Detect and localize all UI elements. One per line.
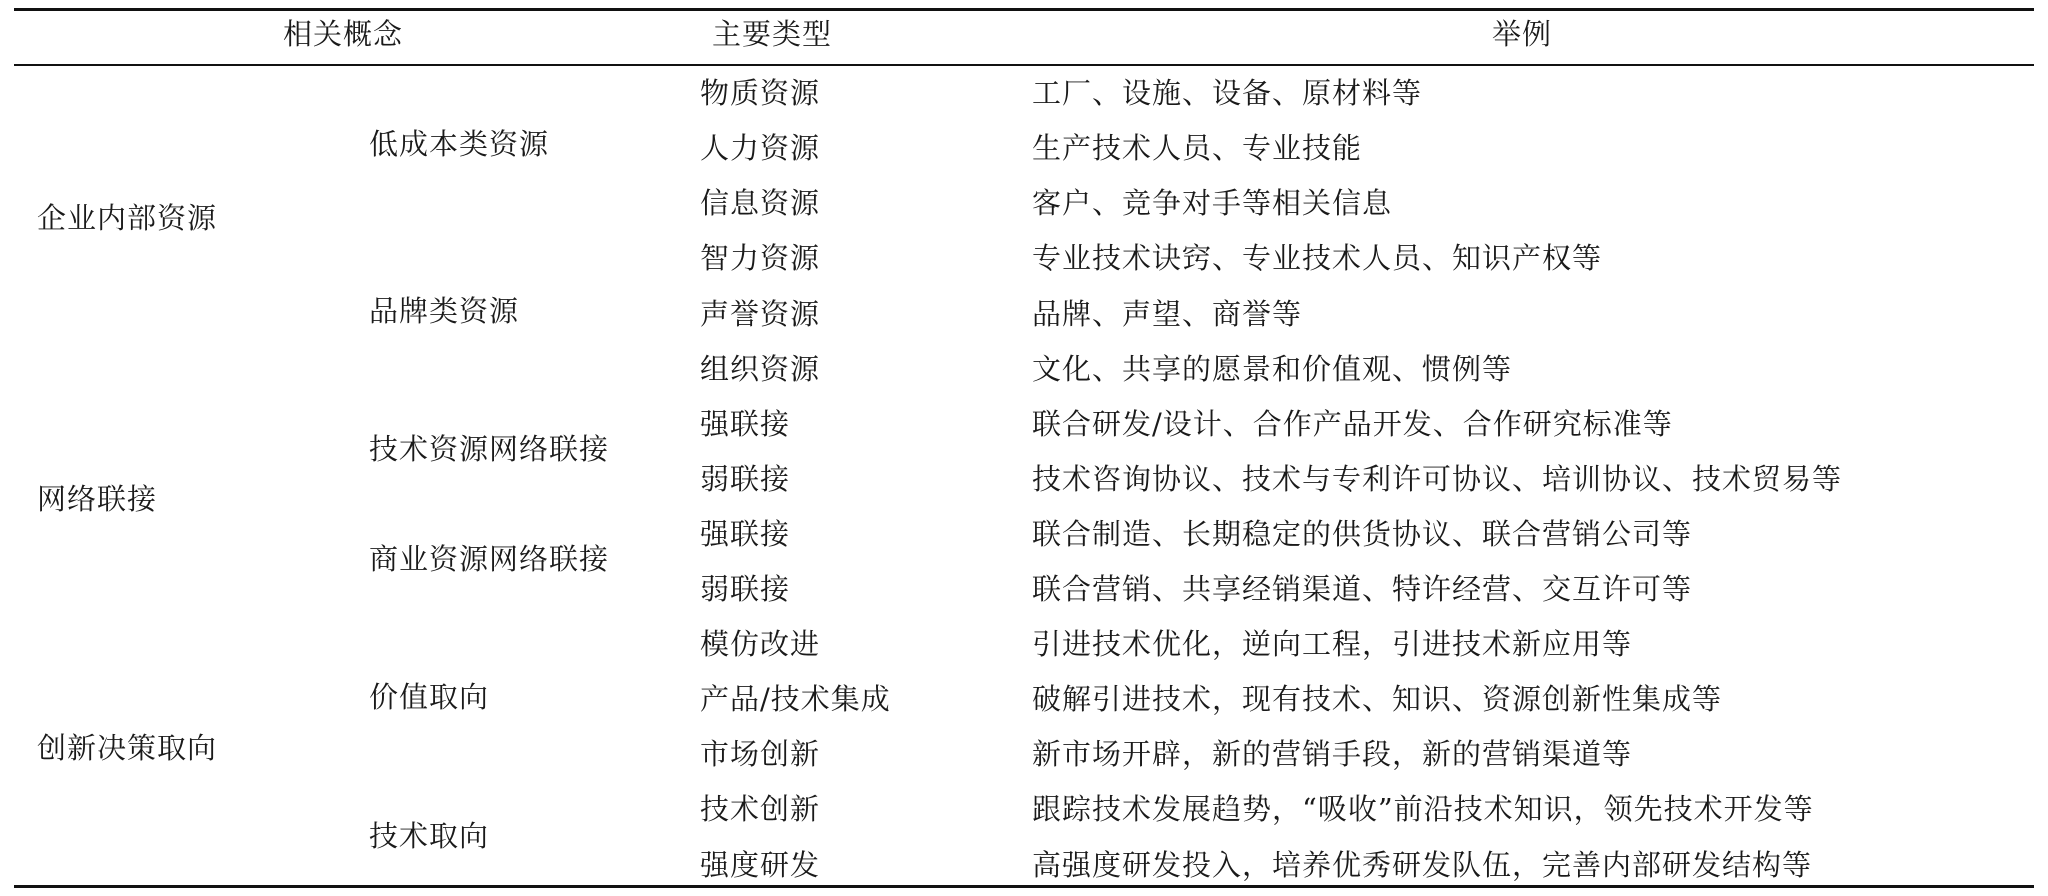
table-cell-type: 技术创新 (700, 792, 821, 826)
subgroup-label: 技术资源网络联接 (369, 432, 610, 466)
table-cell-type: 强度研发 (700, 848, 821, 882)
bottom-rule (14, 885, 2034, 888)
header-type: 主要类型 (712, 17, 833, 51)
subgroup-label: 商业资源网络联接 (369, 542, 610, 576)
header-concept: 相关概念 (283, 17, 404, 51)
table-cell-example: 客户、竞争对手等相关信息 (1032, 186, 1393, 220)
table-cell-example: 技术咨询协议、技术与专利许可协议、培训协议、技术贸易等 (1032, 462, 1843, 496)
table-cell-example: 品牌、声望、商誉等 (1032, 297, 1303, 331)
table-cell-type: 弱联接 (700, 462, 791, 496)
table-cell-type: 信息资源 (700, 186, 821, 220)
table-cell-example: 文化、共享的愿景和价值观、惯例等 (1032, 352, 1513, 386)
table-cell-example: 引进技术优化，逆向工程，引进技术新应用等 (1032, 627, 1633, 661)
subgroup-label: 低成本类资源 (369, 127, 550, 161)
header-rule (14, 64, 2034, 66)
concept-label: 企业内部资源 (37, 201, 218, 235)
table-cell-example: 联合制造、长期稳定的供货协议、联合营销公司等 (1032, 517, 1693, 551)
table-cell-type: 物质资源 (700, 76, 821, 110)
subgroup-label: 价值取向 (369, 680, 490, 714)
subgroup-label: 品牌类资源 (369, 294, 520, 328)
concept-label: 网络联接 (37, 482, 158, 516)
table-cell-example: 高强度研发投入，培养优秀研发队伍，完善内部研发结构等 (1032, 848, 1813, 882)
table-cell-example: 生产技术人员、专业技能 (1032, 131, 1363, 165)
table-cell-type: 模仿改进 (700, 627, 821, 661)
table-cell-example: 联合营销、共享经销渠道、特许经营、交互许可等 (1032, 572, 1693, 606)
table-cell-type: 组织资源 (700, 352, 821, 386)
table-cell-example: 跟踪技术发展趋势，“吸收”前沿技术知识，领先技术开发等 (1032, 792, 1814, 826)
table-cell-example: 工厂、设施、设备、原材料等 (1032, 76, 1423, 110)
table-cell-type: 智力资源 (700, 241, 821, 275)
table-cell-example: 联合研发/设计、合作产品开发、合作研究标准等 (1032, 407, 1673, 441)
top-rule (14, 8, 2034, 11)
table-cell-type: 强联接 (700, 407, 791, 441)
table-cell-type: 人力资源 (700, 131, 821, 165)
table-cell-type: 产品/技术集成 (700, 682, 891, 716)
table-cell-example: 新市场开辟，新的营销手段，新的营销渠道等 (1032, 737, 1633, 771)
concept-label: 创新决策取向 (37, 731, 218, 765)
table-cell-example: 专业技术诀窍、专业技术人员、知识产权等 (1032, 241, 1603, 275)
table-cell-example: 破解引进技术，现有技术、知识、资源创新性集成等 (1032, 682, 1723, 716)
header-example: 举例 (1492, 17, 1553, 51)
table-cell-type: 市场创新 (700, 737, 821, 771)
table-cell-type: 强联接 (700, 517, 791, 551)
subgroup-label: 技术取向 (369, 819, 490, 853)
table-cell-type: 弱联接 (700, 572, 791, 606)
table-cell-type: 声誉资源 (700, 297, 821, 331)
